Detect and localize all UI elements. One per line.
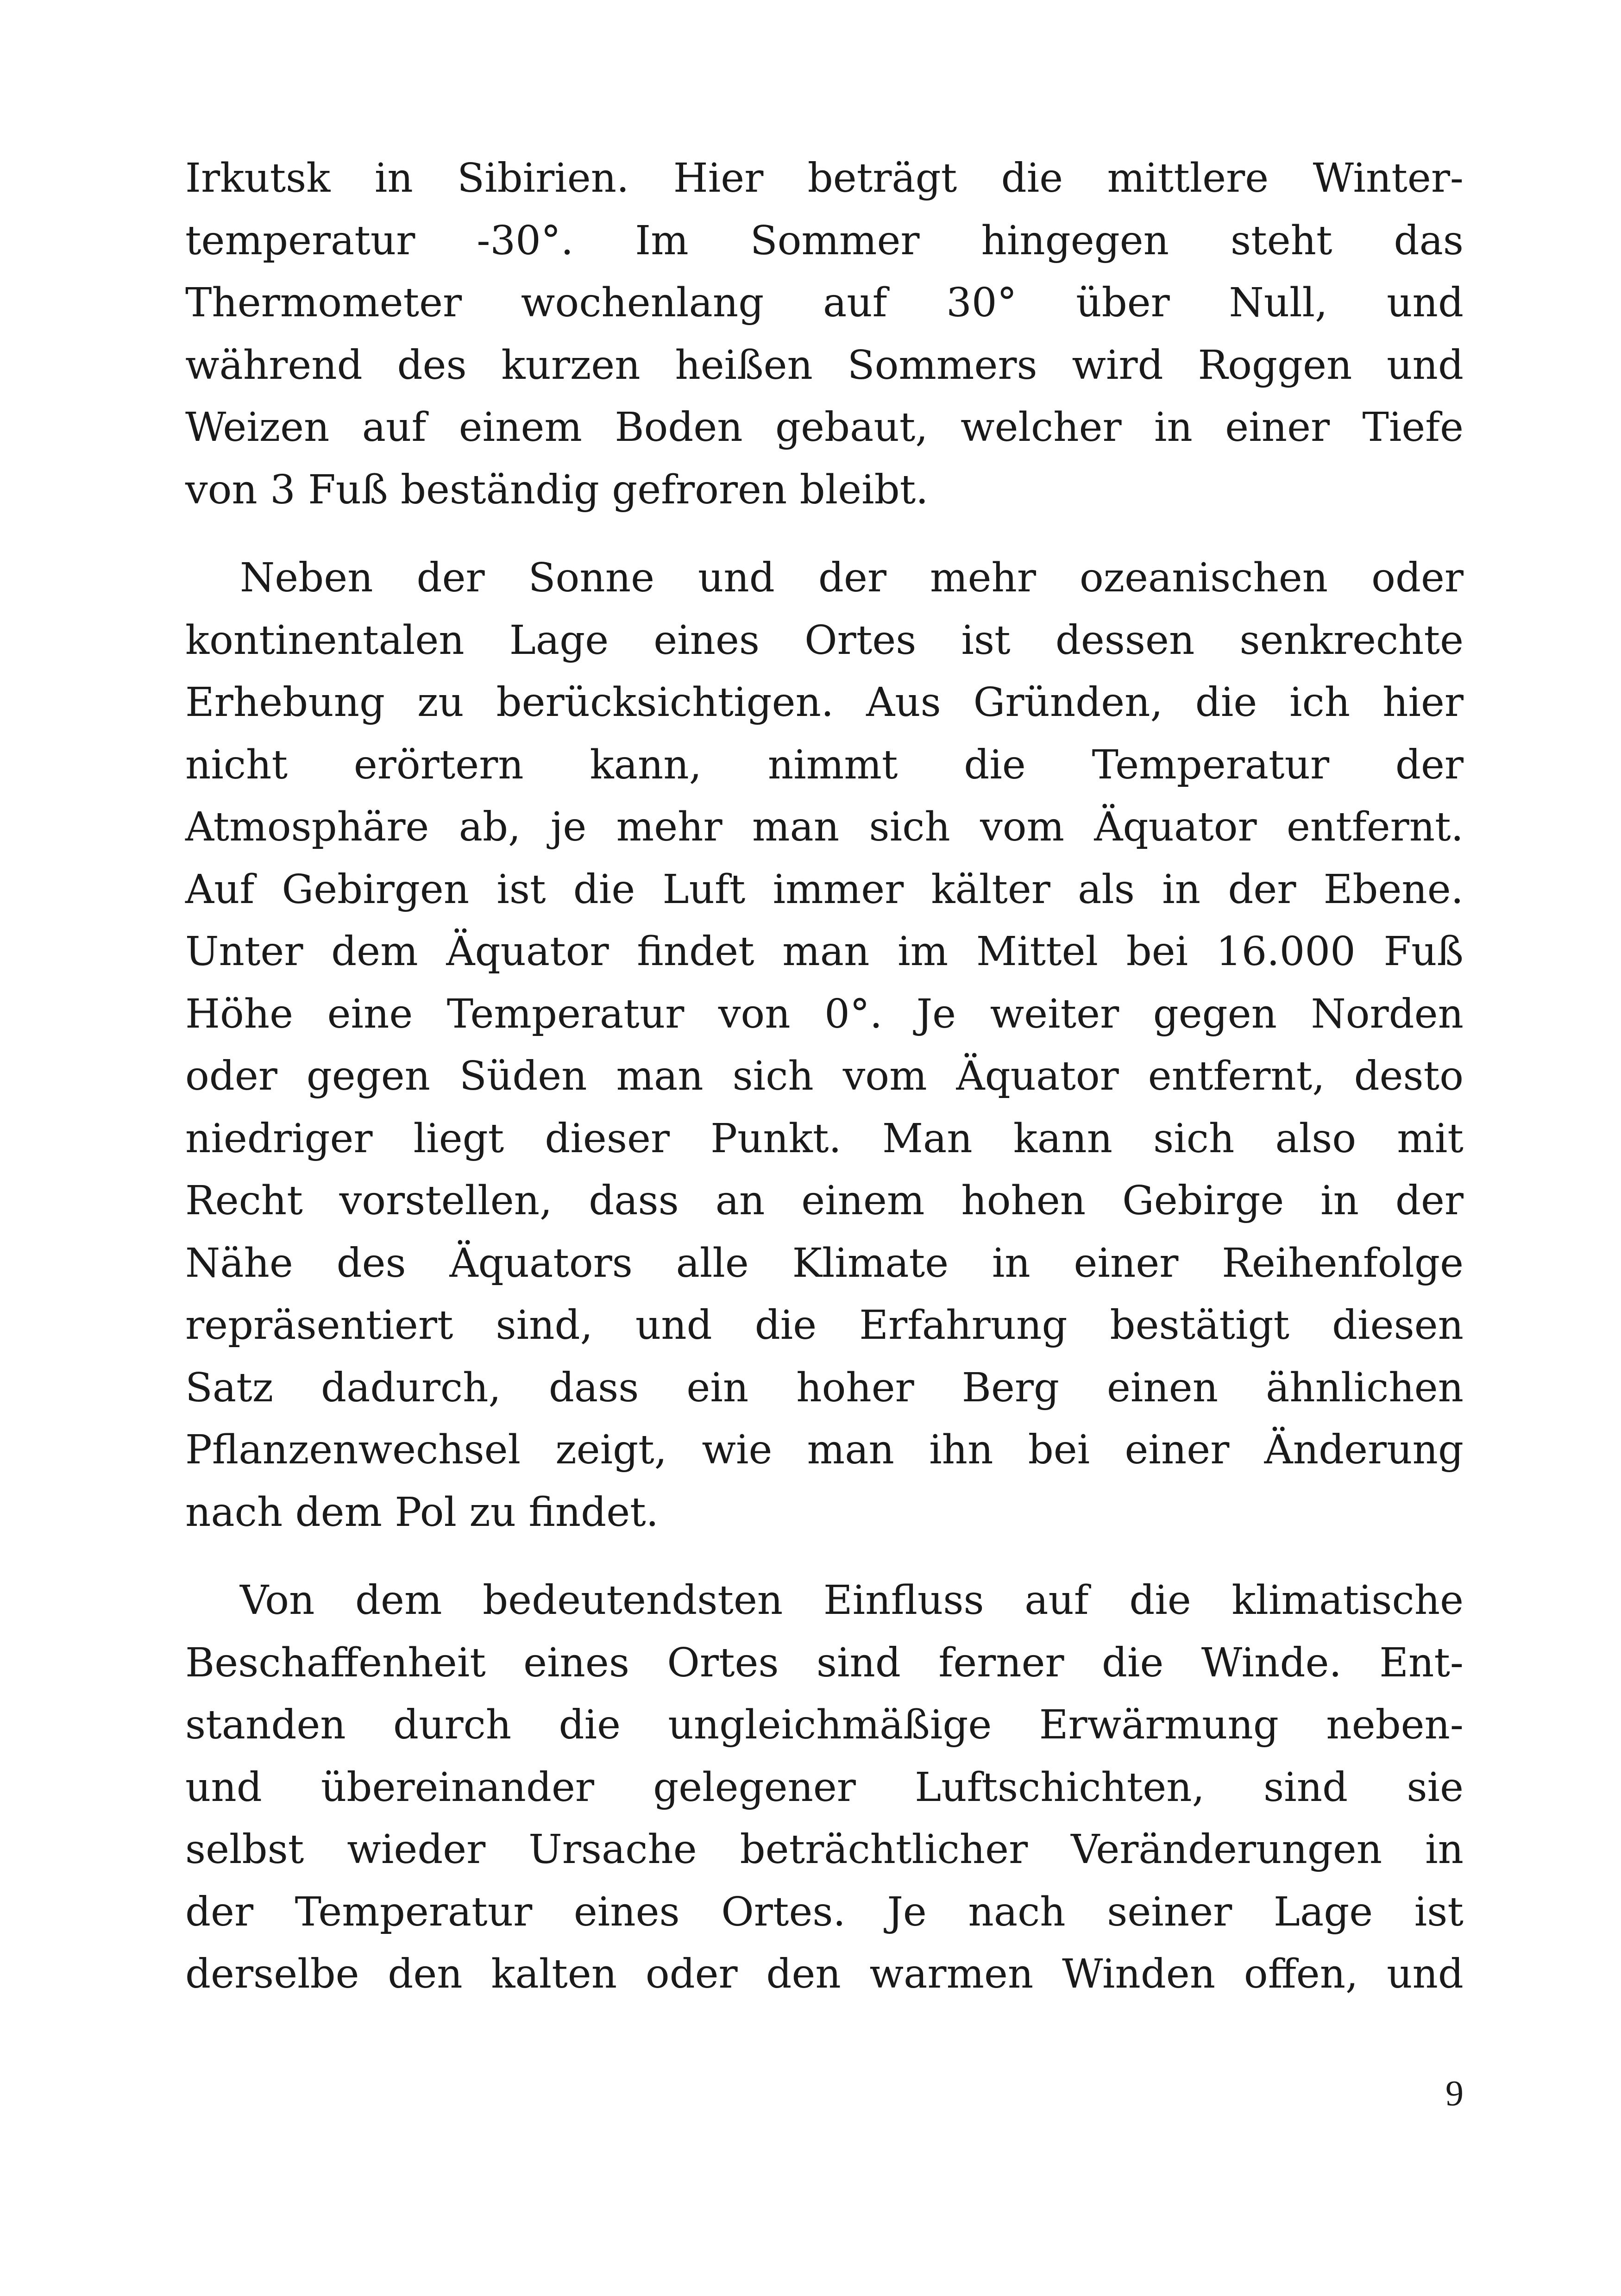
text-line: von 3 Fuß beständig gefroren bleibt.: [185, 466, 929, 513]
text-line: repräsentiert sind, und die Erfahrung bestätigt diesen: [185, 1302, 1464, 1349]
text-line: Thermometer wochenlang auf 30° über Null, und: [185, 280, 1464, 326]
text-line: Recht vorstellen, dass an einem hohen Gebirge in der: [185, 1178, 1464, 1224]
text-line: Beschaffenheit eines Ortes sind ferner die Winde. Ent-: [185, 1639, 1464, 1686]
text-line: Atmosphäre ab, je mehr man sich vom Äquator entfernt.: [185, 804, 1464, 850]
paragraph-spacer: [185, 1543, 1464, 1569]
text-line: Weizen auf einem Boden gebaut, welcher in einer Tiefe: [185, 404, 1464, 451]
text-line: Irkutsk in Sibirien. Hier beträgt die mittlere Winter-: [185, 155, 1464, 201]
text-line: Höhe eine Temperatur von 0°. Je weiter gegen Norden: [185, 991, 1464, 1037]
text-line: Von dem bedeutendsten Einfluss auf die klimatische: [240, 1577, 1464, 1624]
text-line: Pflanzenwechsel zeigt, wie man ihn bei einer Änderung: [185, 1427, 1464, 1473]
paragraph-1: [185, 147, 1464, 521]
text-line: kontinentalen Lage eines Ortes ist dessen senkrechte: [185, 617, 1464, 664]
text-line: selbst wieder Ursache beträchtlicher Veränderungen in: [185, 1826, 1464, 1873]
text-line: oder gegen Süden man sich vom Äquator entfernt, desto: [185, 1053, 1464, 1099]
text-line: während des kurzen heißen Sommers wird Roggen und: [185, 342, 1464, 389]
text-line: standen durch die ungleichmäßige Erwärmung neben-: [185, 1702, 1464, 1748]
text-line: nach dem Pol zu findet.: [185, 1489, 659, 1536]
text-line: Neben der Sonne und der mehr ozeanischen oder: [240, 555, 1464, 601]
text-line: Auf Gebirgen ist die Luft immer kälter als in der Ebene.: [185, 866, 1464, 913]
paragraph-3: [185, 1569, 1464, 2006]
page-number: 9: [1445, 2073, 1464, 2113]
text-line: Satz dadurch, dass ein hoher Berg einen ähnlichen: [185, 1364, 1464, 1411]
text-line: Erhebung zu berücksichtigen. Aus Gründen, die ich hier: [185, 679, 1464, 726]
text-line: und übereinander gelegener Luftschichten, sind sie: [185, 1764, 1464, 1811]
text-line: temperatur -30°. Im Sommer hingegen steht das: [185, 217, 1464, 264]
paragraph-2: [185, 547, 1464, 1543]
paragraph-spacer: [185, 521, 1464, 547]
body-text: [185, 147, 1464, 2006]
text-line: niedriger liegt dieser Punkt. Man kann sich also mit: [185, 1115, 1464, 1162]
text-line: Unter dem Äquator findet man im Mittel bei 16.000 Fuß: [185, 928, 1464, 975]
text-line: Nähe des Äquators alle Klimate in einer Reihenfolge: [185, 1240, 1464, 1286]
text-line: der Temperatur eines Ortes. Je nach seiner Lage ist: [185, 1888, 1464, 1935]
text-line: derselbe den kalten oder den warmen Winden offen, und: [185, 1951, 1464, 1997]
text-line: nicht erörtern kann, nimmt die Temperatur der: [185, 741, 1464, 788]
